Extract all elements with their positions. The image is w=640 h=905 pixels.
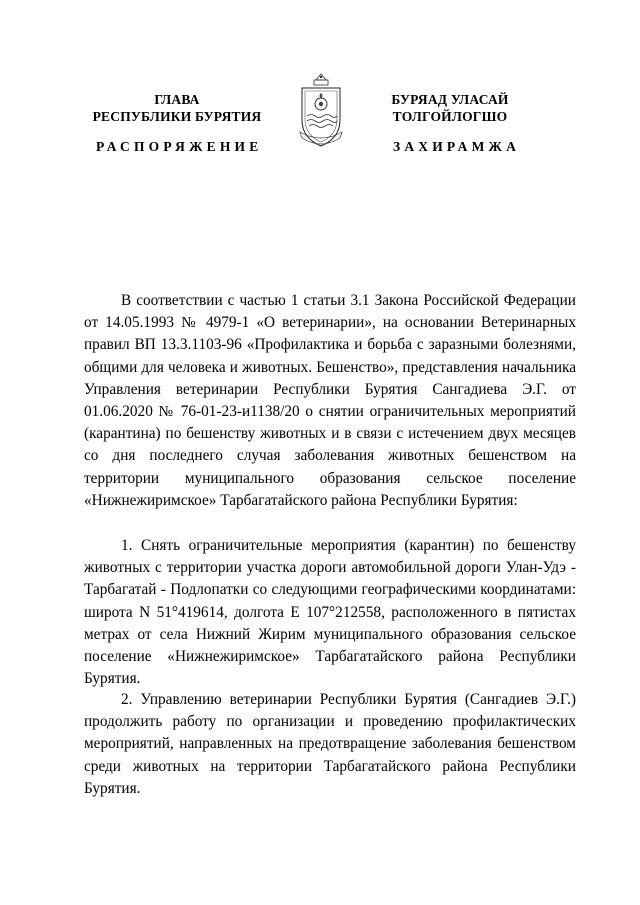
header-title-right: БУРЯАД УЛАСАЙ — [391, 92, 509, 107]
buryatia-coat-of-arms-icon — [296, 72, 346, 152]
preamble-text: В соответствии с частью 1 статьи 3.1 Закона Российской Федерации от 14.05.1993 № 4979-1 «О ветеринарии», на основании Ветеринарных правил ВП 13.3.1103-96 «Профилактика и борьба с заразными болезнями, общими для человека и животных. Бешенство», представления начальника Управления ветеринарии Республики Бурятия Сангадиева Э.Г. от 01.06.2020 № 76-01-23-и1138/20 о снятии ограничительных мероприятий (карантина) по бешенству животных и в связи с истечением двух месяцев со дня последнего случая заболевания животных бешенством на территории муниципального образования сельское поселение «Нижнежиримское» Тарбагатайского района Республики Бурятия: — [84, 292, 576, 509]
header-subtitle-left: РЕСПУБЛИКИ БУРЯТИЯ — [92, 109, 262, 124]
order-item-2 — [84, 689, 576, 800]
order-item-1 — [84, 535, 576, 690]
order-item-1-text: 1. Снять ограничительные мероприятия (карантин) по бешенству животных с территории участка дороги автомобильной дороги Улан-Удэ - Тарбагатай - Подлопатки со следующими географическими координатами: широта N 51°419614, долгота E 107°212558, расположенного в пятистах метрах от села Нижний Жирим муниципального образования сельское поселение «Нижнежиримское» Тарбагатайского района Республики Бурятия. — [84, 537, 576, 688]
header-subtitle-right: ТОЛГОЙЛОГШО — [392, 109, 508, 124]
preamble-paragraph — [84, 290, 576, 512]
doc-type-left: РАСПОРЯЖЕНИЕ — [96, 139, 263, 154]
doc-type-right: ЗАХИРАМЖА — [393, 139, 521, 154]
header-right-block — [365, 91, 535, 125]
header-title-left: ГЛАВА — [154, 92, 200, 107]
order-item-2-text: 2. Управлению ветеринарии Республики Бурятия (Сангадиев Э.Г.) продолжить работу по организации и проведению профилактических мероприятий, направленных на предотвращение заболевания бешенством среди животных на территории Тарбагатайского района Республики Бурятия. — [84, 691, 576, 797]
header-left-block — [78, 91, 276, 125]
